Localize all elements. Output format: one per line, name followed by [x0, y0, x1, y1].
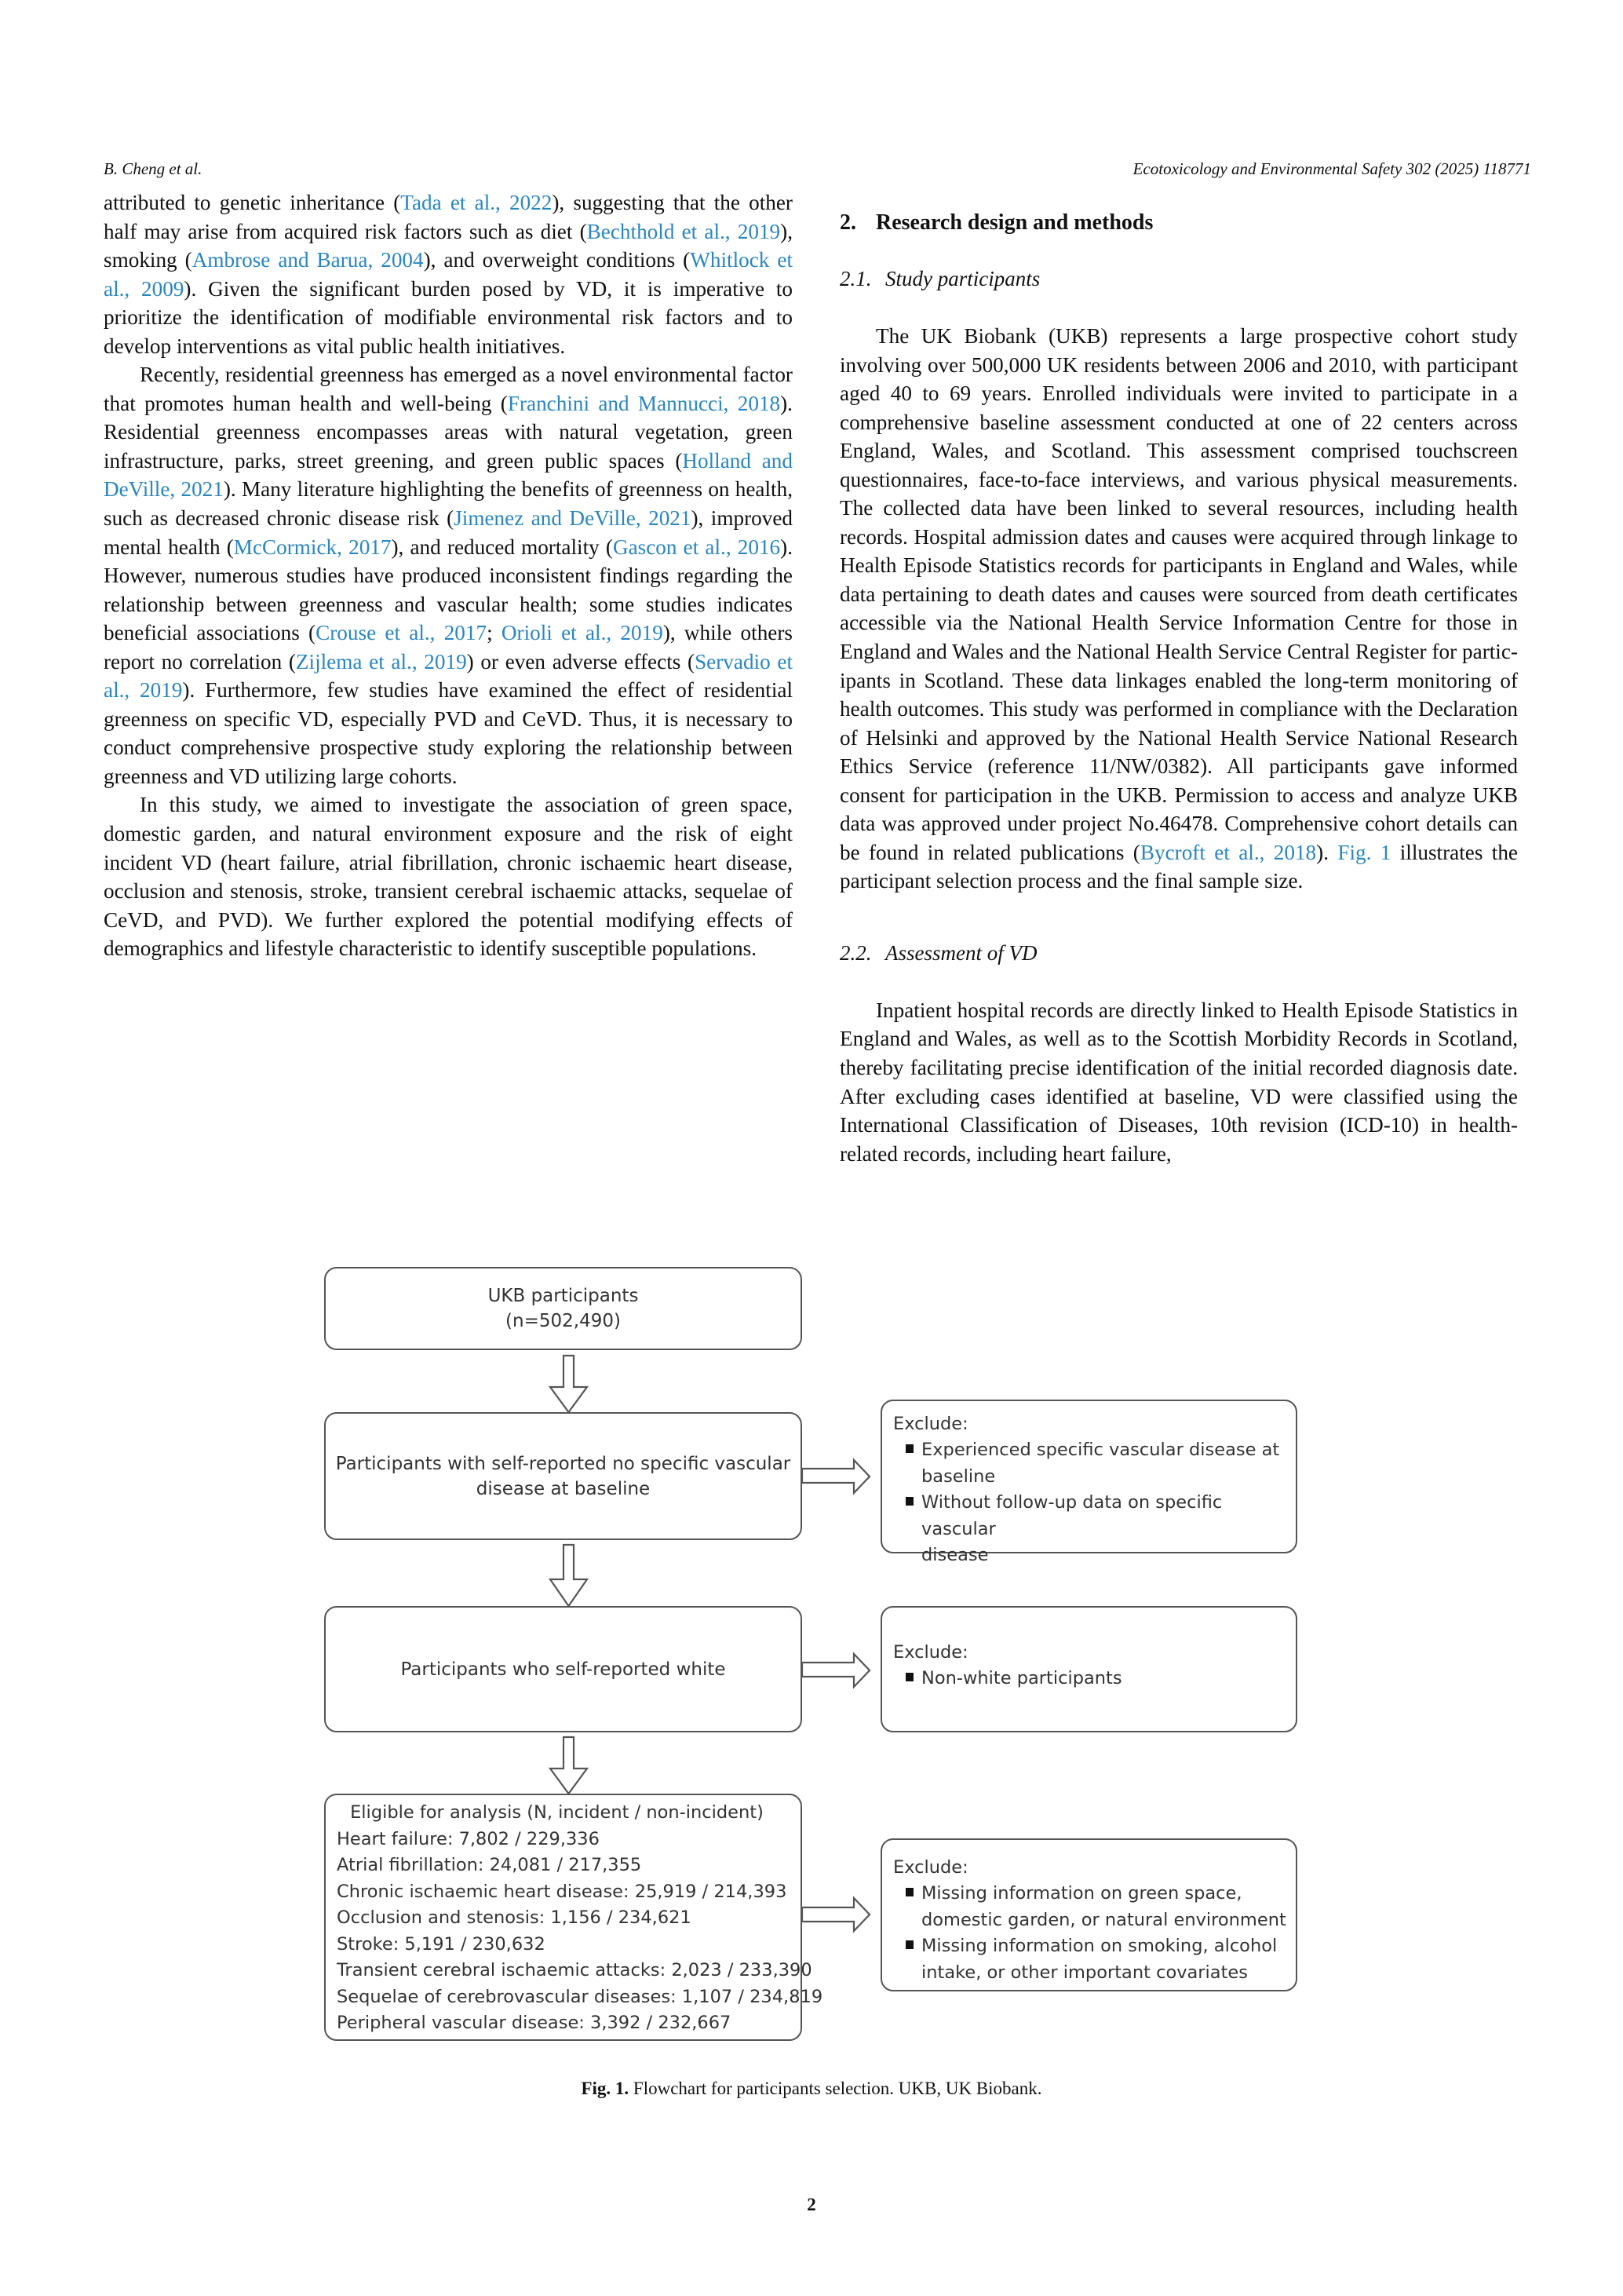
flow-box-no-vascular-disease	[324, 1412, 802, 1540]
subsection-number: 2.2.	[840, 940, 872, 965]
left-paragraph-2: Recently, residential greenness has emerged as a novel environmental factor that promotes human health and well-being (Franchini and Mannucci, 2018). Residential greenness encompasses areas with natural vegetation, green infrastructure, parks, street greening, and green public spaces (Holland and DeVille, 2021). Many literature highlighting the benefits of greenness on health, such as decreased chronic disease risk (Jimenez and DeVille, 2021), improved mental health (McCormick, 2017), and reduced mortality (Gascon et al., 2016). However, numerous studies have produced inconsistent findings regarding the relationship between greenness and vascular health; some studies indicates beneficial associations (Crouse et al., 2017; Orioli et al., 2019), while others report no correlation (Zijlema et al., 2019) or even adverse effects (Servadio et al., 2019). Furthermore, few studies have examined the effect of residential greenness on specific VD, especially PVD and CeVD. Thus, it is necessary to conduct comprehensive prospective study exploring the relationship between greenness and VD utilizing large cohorts.	[104, 363, 793, 788]
citation-link[interactable]: Tada et al., 2022	[400, 191, 553, 214]
citation-link[interactable]: Crouse et al., 2017	[315, 621, 487, 645]
flow-box-line: UKB participants	[487, 1286, 639, 1306]
flow-box-ukb-participants	[324, 1267, 802, 1350]
right-arrow-icon	[802, 1460, 871, 1493]
flow-box-line: Participants with self-reported no specific vascular	[335, 1453, 791, 1474]
exclusion-item	[893, 1490, 1288, 1569]
citation-link[interactable]: Jimenez and DeVille, 2021	[454, 506, 691, 531]
subsection-title: Assessment of VD	[885, 940, 1038, 965]
section-title: Research design and methods	[876, 210, 1154, 235]
flow-box-eligible-for-analysis	[324, 1794, 823, 2041]
right-arrow-icon	[802, 1898, 871, 1931]
flow-box-line: disease at baseline	[476, 1478, 651, 1499]
eligible-row-chronic-ischaemic: Chronic ischaemic heart disease: 25,919 / 214,393	[337, 1881, 787, 1902]
exclusion-box-1	[881, 1400, 1297, 1565]
exclusion-box-3	[881, 1838, 1297, 1991]
citation-link[interactable]: Servadio et al., 2019	[104, 649, 793, 703]
running-head-journal: Ecotoxicology and Environmental Safety 302 (2025) 118771	[1132, 159, 1531, 178]
bullet-square-icon	[906, 1673, 914, 1681]
citation-link[interactable]: Bycroft et al., 2018	[1140, 840, 1317, 864]
figure-label: Fig. 1.	[581, 2079, 629, 2098]
down-arrow-icon	[549, 1356, 589, 1412]
exclusion-item-line: domestic garden, or natural environment	[921, 1909, 1286, 1930]
eligible-row-stroke: Stroke: 5,191 / 230,632	[337, 1933, 545, 1955]
eligible-row-tia: Transient cerebral ischaemic attacks: 2,023 / 233,390	[337, 1960, 812, 1980]
exclusion-box-2	[881, 1606, 1297, 1732]
running-head-authors: B. Cheng et al.	[104, 159, 202, 178]
citation-link[interactable]: Whitlock et al., 2009	[104, 248, 793, 301]
subsection-heading-assessment	[840, 939, 1518, 967]
flow-box-self-reported-white	[324, 1606, 802, 1732]
paragraph-study-participants: The UK Biobank (UKB) represents a large prospective cohort study involving over 500,000 UK residents between 2006 and 2010, with participant aged 40 to 69 years. Enrolled individuals were invited to participate in a comprehensive baseline assessment conducted at one of 22 centers across England, Wales, and Scotland. This assessment comprised touchscreen questionnaires, face-to-face interviews, and various physical measurements. The collected data have been linked to several resources, including health records. Hospital admission dates and causes were acquired through linkage to Health Episode Statistics records for participants in England and Wales, while data pertaining to death dates and causes were sourced from death certificates accessible via the National Health Service Information Centre for those in England and Wales and the National Health Service Central Register for participants in Scotland. These data linkages enabled the long-term monitoring of health outcomes. This study was performed in compliance with the Declaration of Helsinki and approved by the National Health Service National Research Ethics Service (reference 11/NW/0382). All participants gave informed consent for participation in the UKB. Permission to access and analyze UKB data was approved under project No.46478. Comprehensive cohort details can be found in related publications (Bycroft et al., 2018). Fig. 1 illustrates the participant selection process and the final sample size.	[840, 324, 1518, 893]
exclusion-item-line: baseline	[921, 1466, 996, 1487]
bullet-square-icon	[906, 1444, 914, 1453]
bullet-square-icon	[906, 1888, 914, 1896]
citation-link[interactable]: Fig. 1	[1337, 840, 1391, 864]
eligible-row-occlusion: Occlusion and stenosis: 1,156 / 234,621	[337, 1907, 691, 1928]
figure-caption	[314, 2079, 1309, 2099]
exclusion-item-line: intake, or other important covariates	[921, 1962, 1248, 1983]
flow-box-line: Participants who self-reported white	[400, 1659, 726, 1680]
exclusion-item	[893, 1437, 1288, 1490]
exclusion-item-line: Missing information on smoking, alcohol	[921, 1936, 1278, 1956]
exclusion-item-line: Missing information on green space,	[921, 1883, 1242, 1904]
left-paragraph-1: attributed to genetic inheritance (Tada et al., 2022), suggesting that the other half may arise from acquired risk factors such as diet (Bechthold et al., 2019), smoking (Ambrose and Barua, 2004), and overweight conditions (Whitlock et al., 2009). Given the significant burden posed by VD, it is imperative to prioritize the identification of modifiable environmental risk factors and to develop interventions as vital public health initiatives.	[104, 191, 793, 358]
flow-box-line: (n=502,490)	[505, 1311, 621, 1331]
left-paragraph-3: In this study, we aimed to investigate the association of green space, domestic garden, and natural environment exposure and the risk of eight incident VD (heart failure, atrial fibrillation, chronic ischaemic heart disease, occlusion and stenosis, stroke, transient cerebral ischaemic attacks, sequelae of CeVD, and PVD). We further explored the potential modifying effects of demographics and lifestyle characteristic to identify susceptible populations.	[104, 793, 793, 961]
right-column	[840, 209, 1518, 1168]
exclusion-item	[893, 1881, 1288, 1933]
down-arrow-icon	[549, 1737, 589, 1794]
citation-link[interactable]: Orioli et al., 2019	[501, 621, 663, 645]
eligible-row-heart-failure: Heart failure: 7,802 / 229,336	[337, 1828, 600, 1849]
citation-link[interactable]: McCormick, 2017	[233, 535, 392, 559]
subsection-title: Study participants	[885, 267, 1041, 290]
subsection-heading-participants	[840, 265, 1518, 293]
citation-link[interactable]: Bechthold et al., 2019	[586, 219, 781, 243]
exclusion-item-line: Non-white participants	[921, 1668, 1122, 1688]
exclusion-item-line: Without follow-up data on specific vascular	[921, 1492, 1223, 1539]
eligible-row-atrial-fibrillation: Atrial fibrillation: 24,081 / 217,355	[337, 1855, 642, 1875]
exclusion-title: Exclude:	[893, 1857, 968, 1878]
left-column-paragraphs	[104, 188, 793, 963]
citation-link[interactable]: Gascon et al., 2016	[612, 535, 781, 559]
left-column	[104, 188, 793, 963]
bullet-square-icon	[906, 1497, 914, 1506]
section-number: 2.	[840, 210, 856, 235]
page-number: 2	[807, 2195, 816, 2214]
citation-link[interactable]: Ambrose and Barua, 2004	[191, 248, 424, 272]
figure-caption-text: Flowchart for participants selection. UKB, UK Biobank.	[633, 2079, 1042, 2098]
citation-link[interactable]: Franchini and Mannucci, 2018	[507, 391, 781, 415]
paragraph-assessment-vd: Inpatient hospital records are directly linked to Health Episode Statistics in England and Wales, as well as to the Scottish Morbidity Records in Scotland, thereby facilitating precise identification of the initial recorded diagnosis date. After excluding cases identified at baseline, VD were classified using the International Classification of Diseases, 10th revision (ICD-10) in health-related records, including heart failure,	[840, 998, 1518, 1166]
eligible-title: Eligible for analysis (N, incident / non-incident)	[350, 1802, 764, 1823]
exclusion-item	[893, 1933, 1288, 1986]
citation-link[interactable]: Zijlema et al., 2019	[295, 649, 467, 673]
exclusion-title: Exclude:	[893, 1642, 968, 1663]
down-arrow-icon	[549, 1545, 589, 1606]
exclusion-item-line: Experienced specific vascular disease at	[921, 1440, 1280, 1460]
exclusion-item	[893, 1666, 1288, 1692]
subsection-number: 2.1.	[840, 267, 872, 290]
eligible-row-sequelae: Sequelae of cerebrovascular diseases: 1,107 / 234,819	[337, 1986, 823, 2007]
right-arrow-icon	[802, 1654, 871, 1687]
section-heading	[840, 209, 1518, 237]
bullet-square-icon	[906, 1940, 914, 1949]
citation-link[interactable]: Holland and DeVille, 2021	[104, 448, 793, 502]
exclusion-item-line: disease	[921, 1545, 989, 1565]
eligible-row-pvd: Peripheral vascular disease: 3,392 / 232,667	[337, 2013, 731, 2033]
exclusion-title: Exclude:	[893, 1414, 968, 1434]
